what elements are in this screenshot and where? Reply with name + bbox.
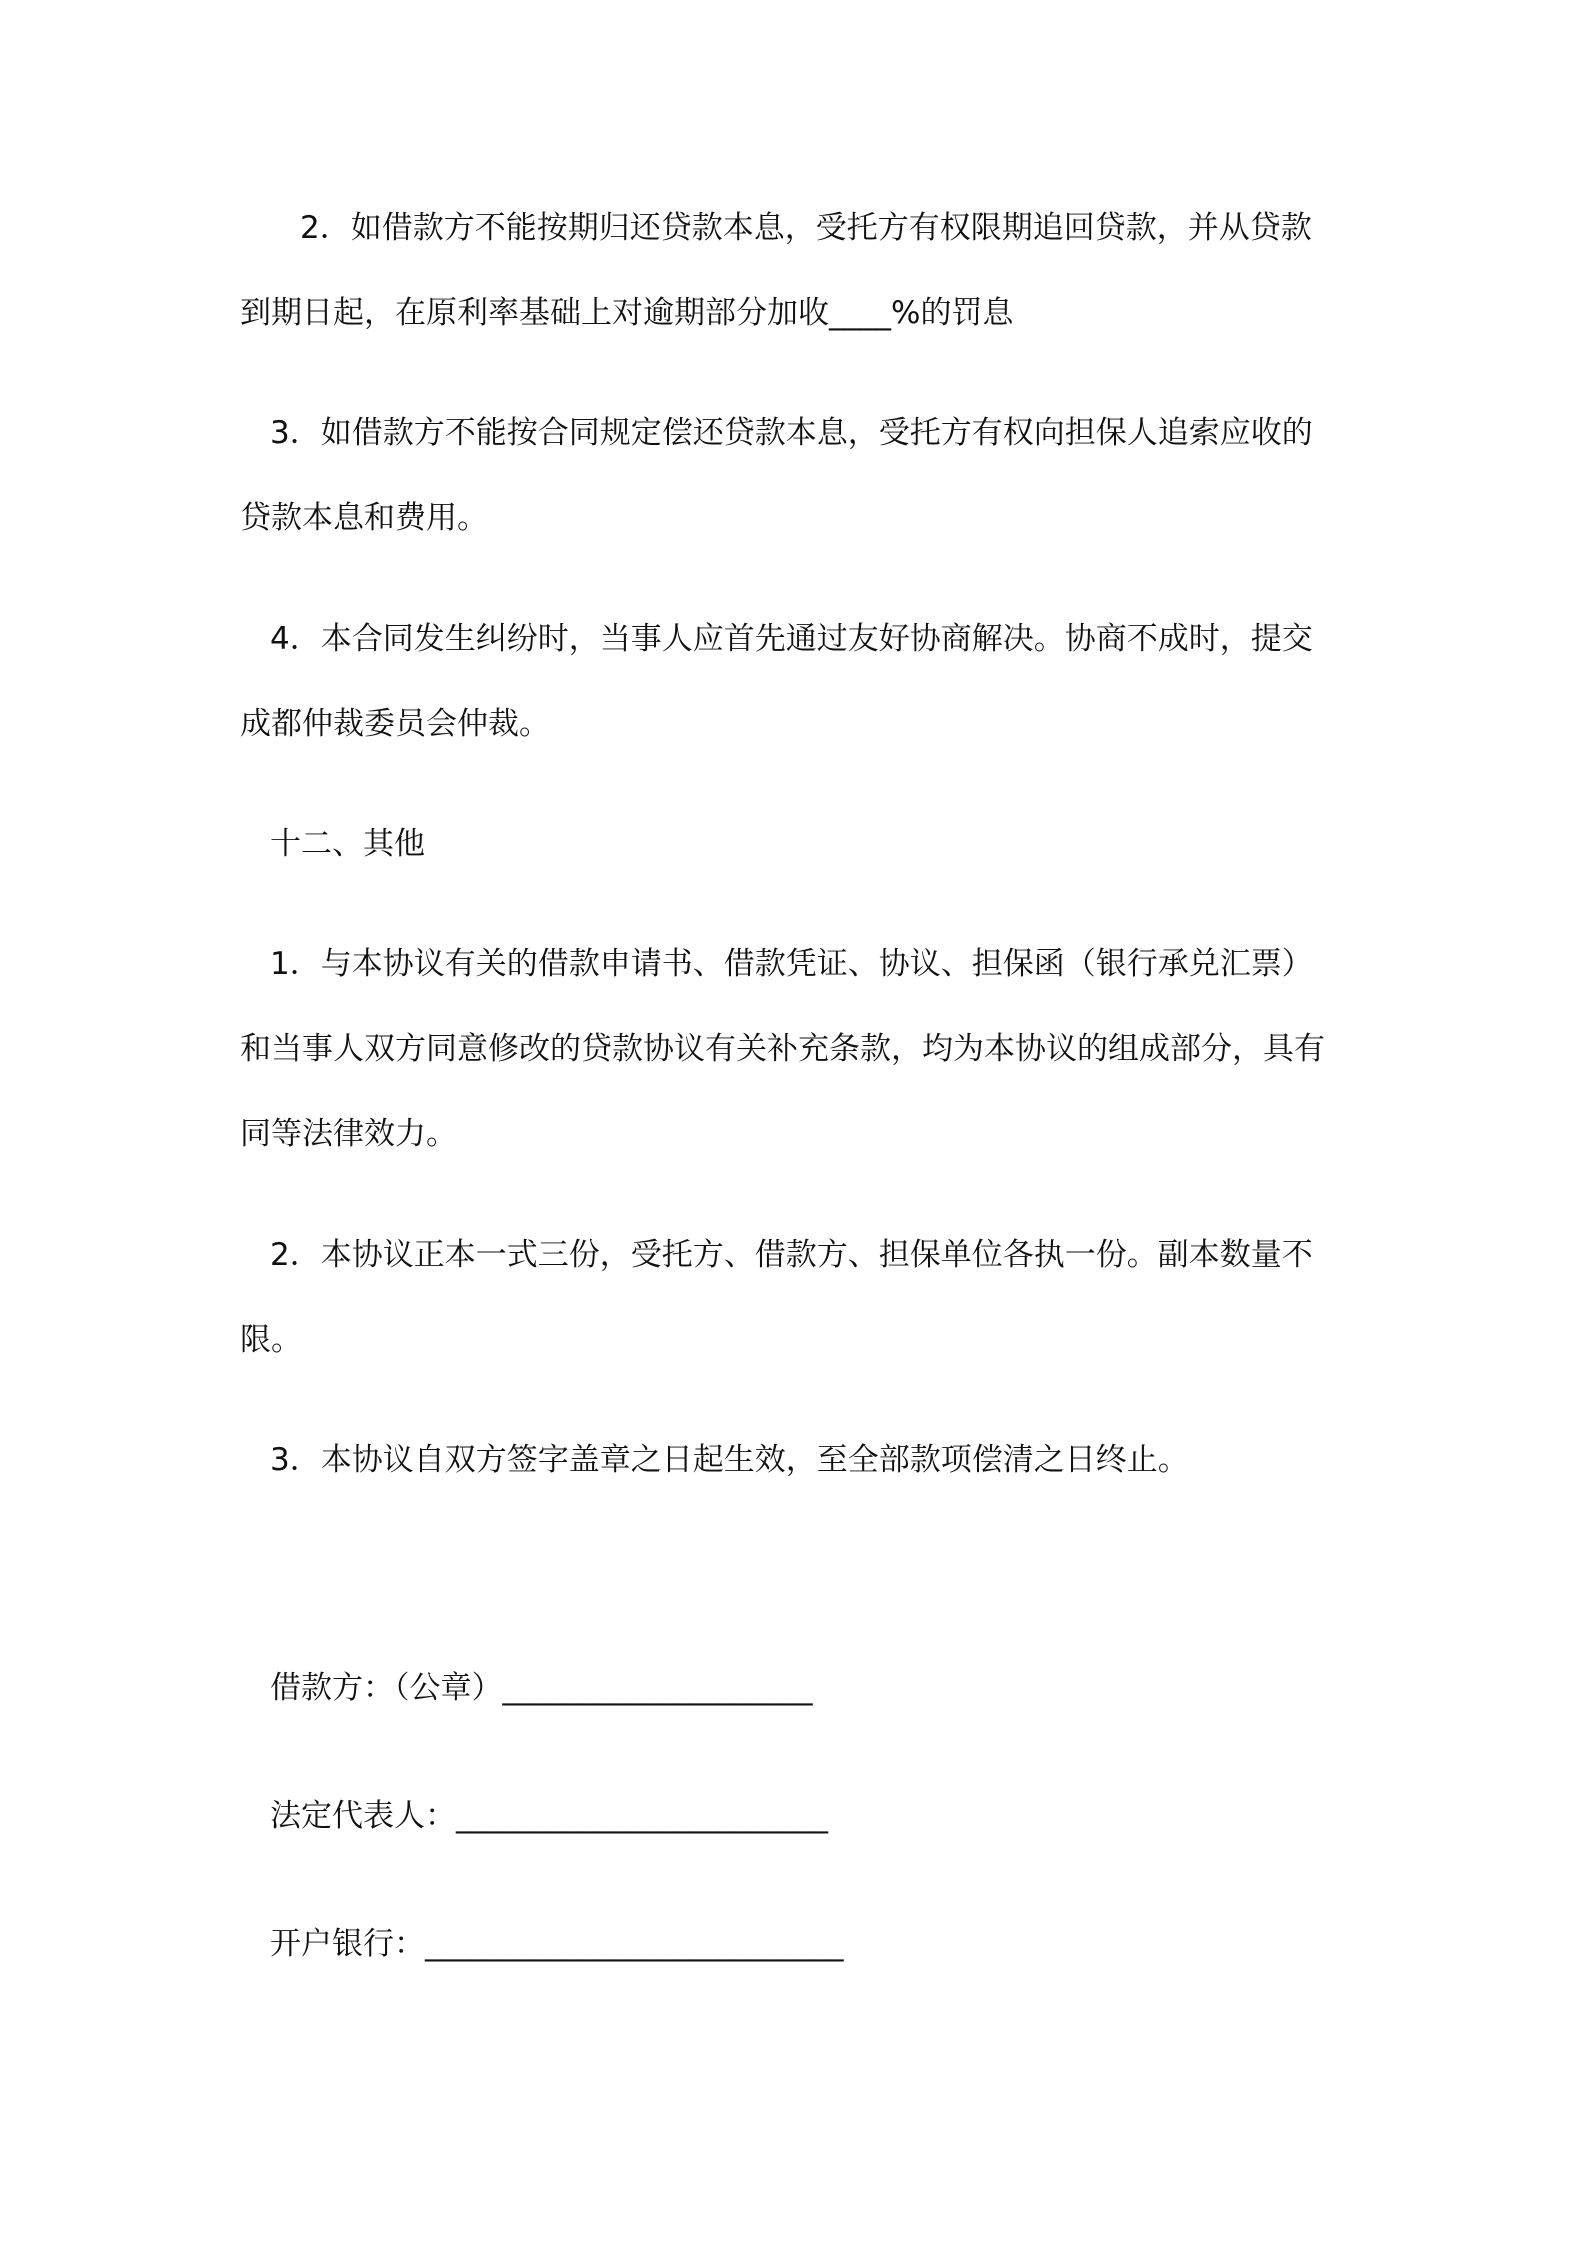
signature-legal-rep: 法定代表人：________________________ <box>270 1798 828 1834</box>
clause-11-4-line1: 4．本合同发生纠纷时，当事人应首先通过友好协商解决。协商不成时，提交 <box>270 621 1313 657</box>
clause-12-1-line2: 和当事人双方同意修改的贷款协议有关补充条款，均为本协议的组成部分，具有 <box>240 1031 1325 1067</box>
clause-12-3-line1: 3．本协议自双方签字盖章之日起生效，至全部款项偿清之日终止。 <box>270 1442 1189 1478</box>
section-12-heading <box>240 802 1360 887</box>
clause-12-3 <box>240 1418 1360 1503</box>
section-12-heading-text: 十二、其他 <box>270 826 425 862</box>
clause-12-2 <box>240 1213 1360 1383</box>
clause-12-1-line1: 1．与本协议有关的借款申请书、借款凭证、协议、担保函（银行承兑汇票） <box>270 946 1313 982</box>
signature-bank: 开户银行：___________________________ <box>270 1926 844 1962</box>
clause-12-2-line1: 2．本协议正本一式三份，受托方、借款方、担保单位各执一份。副本数量不 <box>270 1237 1313 1273</box>
clause-11-4-line2: 成都仲裁委员会仲裁。 <box>240 706 550 742</box>
clause-12-2-line2: 限。 <box>240 1322 302 1358</box>
clause-11-3-line2: 贷款本息和费用。 <box>240 500 488 536</box>
clause-11-4 <box>240 597 1360 767</box>
clause-12-1-line3: 同等法律效力。 <box>240 1116 457 1152</box>
clause-11-2-line1: 2．如借款方不能按期归还贷款本息，受托方有权限期追回贷款，并从贷款 <box>300 210 1312 246</box>
clause-11-2 <box>240 186 1360 356</box>
clause-11-3-line1: 3．如借款方不能按合同规定偿还贷款本息，受托方有权向担保人追索应收的 <box>270 415 1313 451</box>
signature-borrower: 借款方：（公章）____________________ <box>270 1670 813 1706</box>
clause-12-1 <box>240 922 1360 1177</box>
clause-11-2-line2: 到期日起，在原利率基础上对逾期部分加收____%的罚息 <box>240 295 1014 331</box>
clause-11-3 <box>240 391 1360 561</box>
